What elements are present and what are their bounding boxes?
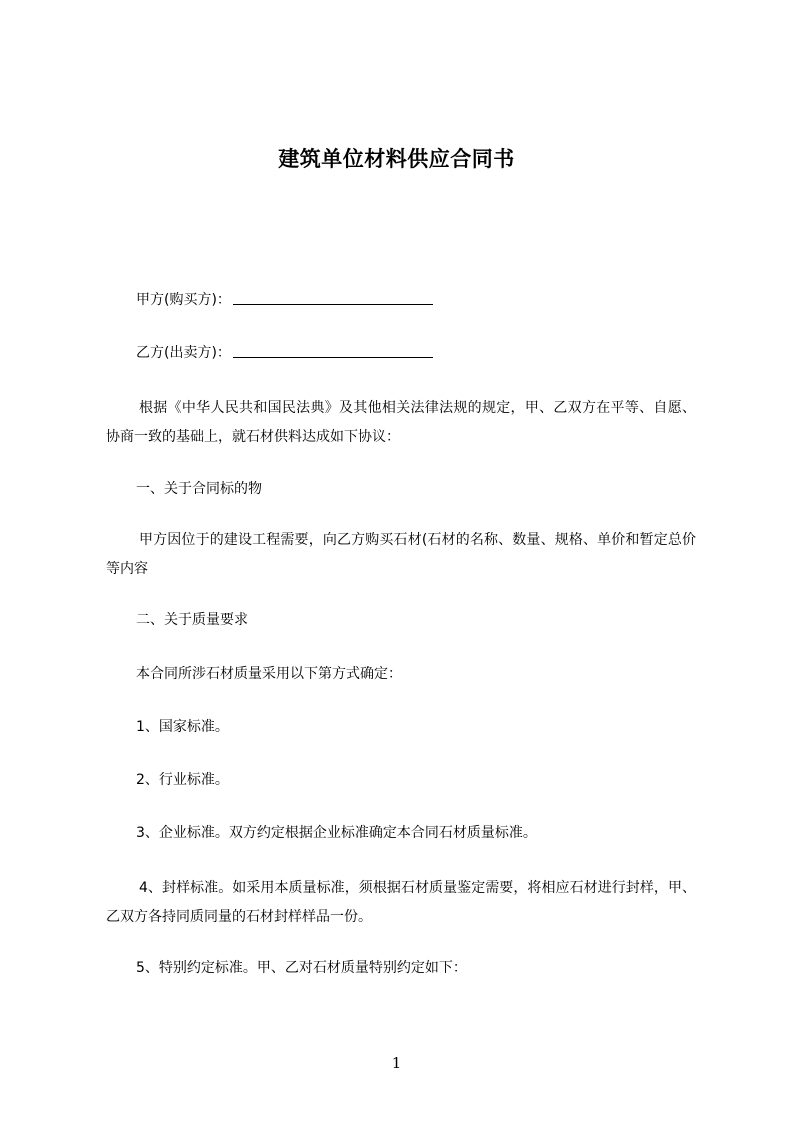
- party-b-blank: [233, 343, 433, 358]
- party-a-blank: [233, 290, 433, 305]
- list-item-1: 1、国家标准。: [136, 719, 229, 735]
- list-item-2: 2、行业标准。: [136, 772, 229, 788]
- party-b-line: [136, 339, 433, 368]
- list-item-3: 3、企业标准。双方约定根据企业标准确定本合同石材质量标准。: [136, 825, 537, 841]
- party-a-label: 甲方(购买方)：: [136, 292, 231, 308]
- document-title: 建筑单位材料供应合同书: [278, 147, 515, 171]
- list-item-4: 4、封样标准。如采用本质量标准，须根据石材质量鉴定需要，将相应石材进行封样，甲、乙双方各持同质同量的石材封样样品一份。: [106, 880, 696, 925]
- section1-body: 甲方因位于的建设工程需要，向乙方购买石材(石材的名称、数量、规格、单价和暂定总价等内容: [106, 532, 696, 577]
- section2-heading: 二、关于质量要求: [136, 612, 248, 628]
- section1-heading: 一、关于合同标的物: [136, 481, 262, 497]
- section2-intro: 本合同所涉石材质量采用以下第方式确定：: [136, 666, 402, 682]
- page-number: 1: [391, 1054, 402, 1072]
- intro-paragraph: 根据《中华人民共和国民法典》及其他相关法律法规的规定，甲、乙双方在平等、自愿、协商一致的基础上，就石材供料达成如下协议：: [106, 400, 696, 445]
- party-a-line: [136, 286, 433, 315]
- party-b-label: 乙方(出卖方)：: [136, 345, 231, 361]
- list-item-5: 5、特别约定标准。甲、乙对石材质量特别约定如下：: [136, 960, 467, 976]
